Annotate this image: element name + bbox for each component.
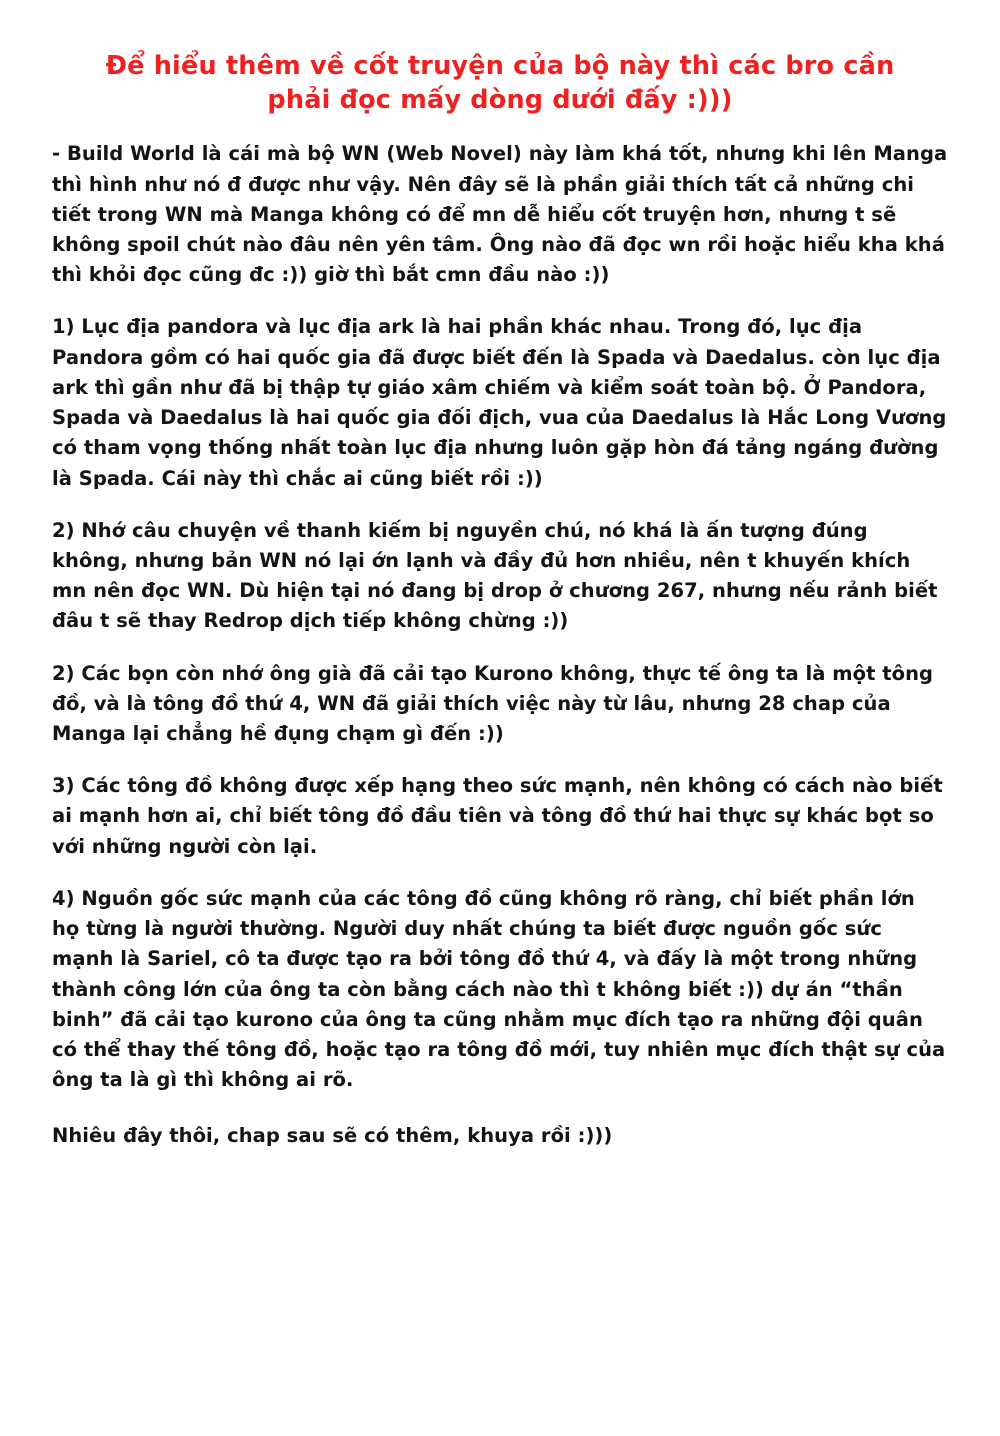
paragraph-item-1: 1) Lục địa pandora và lục địa ark là hai phần khác nhau. Trong đó, lục địa Pandora gồm có hai quốc gia đã được biết đến là Spada và Daedalus. còn lục địa ark thì gần như đã bị thập tự giáo xâm chiếm và kiểm soát toàn bộ. Ở Pandora, Spada và Daedalus là hai quốc gia đối địch, vua của Daedalus là Hắc Long Vương có tham vọng thống nhất toàn lục địa nhưng luôn gặp hòn đá tảng ngáng đường là Spada. Cái này thì chắc ai cũng biết rồi :)) <box>52 315 947 490</box>
paragraph-item-4: 4) Nguồn gốc sức mạnh của các tông đồ cũng không rõ ràng, chỉ biết phần lớn họ từng là người thường. Người duy nhất chúng ta biết được nguồn gốc sức mạnh là Sariel, cô ta được tạo ra bởi tông đồ thứ 4, và đấy là một trong những thành công lớn của ông ta còn bằng cách nào thì t không biết :)) dự án “thần binh” đã cải tạo kurono của ông ta cũng nhằm mục đích tạo ra những đội quân có thể thay thế tông đồ, hoặc tạo ra tông đồ mới, tuy nhiên mục đích thật sự của ông ta là gì thì không ai rõ. <box>52 886 946 1092</box>
paragraph-item-2b: 2) Các bọn còn nhớ ông già đã cải tạo Kurono không, thực tế ông ta là một tông đồ, và là tông đồ thứ 4, WN đã giải thích việc này từ lâu, nhưng 28 chap của Manga lại chẳng hề đụng chạm gì đến :)) <box>52 661 934 746</box>
paragraph-intro: - Build World là cái mà bộ WN (Web Novel) này làm khá tốt, nhưng khi lên Manga thì hình như nó đ được như vậy. Nên đây sẽ là phần giải thích tất cả những chi tiết trong WN mà Manga không có để mn dễ hiểu cốt truyện hơn, nhưng t sẽ không spoil chút nào đâu nên yên tâm. Ông nào đã đọc wn rồi hoặc hiểu kha khá thì khỏi đọc cũng đc :)) giờ thì bắt cmn đầu nào :)) <box>52 142 948 287</box>
paragraph-item-3: 3) Các tông đồ không được xếp hạng theo sức mạnh, nên không có cách nào biết ai mạnh hơn ai, chỉ biết tông đồ đầu tiên và tông đồ thứ hai thực sự khác bọt so với những người còn lại. <box>52 774 943 858</box>
paragraph-item-2a: 2) Nhớ câu chuyện về thanh kiếm bị nguyền chú, nó khá là ấn tượng đúng không, nhưng bản WN nó lại ớn lạnh và đầy đủ hơn nhiều, nên t khuyến khích mn nên đọc WN. Dù hiện tại nó đang bị drop ở chương 267, nhưng nếu rảnh biết đâu t sẽ thay Redrop dịch tiếp không chừng :)) <box>52 518 938 633</box>
document-body <box>52 139 948 1151</box>
paragraph-closing: Nhiêu đây thôi, chap sau sẽ có thêm, khuya rồi :))) <box>52 1124 613 1148</box>
page-title: Để hiểu thêm về cốt truyện của bộ này thì các bro cần phải đọc mấy dòng dưới đấy :))) <box>105 51 895 115</box>
